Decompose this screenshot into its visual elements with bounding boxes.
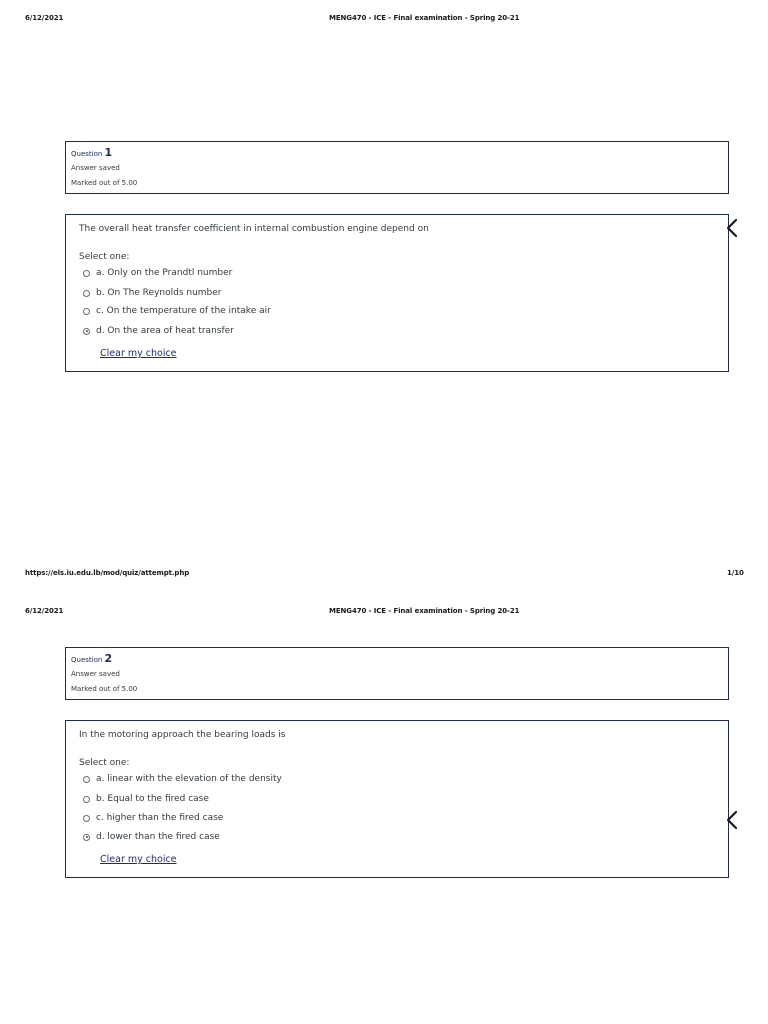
question-text: In the motoring approach the bearing loads is: [79, 730, 286, 740]
question-label: Question: [71, 150, 103, 158]
clear-choice-link[interactable]: Clear my choice: [100, 348, 177, 359]
answer-status: Answer saved: [71, 164, 120, 172]
answer-option-d[interactable]: [83, 831, 220, 843]
radio-button[interactable]: [83, 815, 90, 822]
select-one-label: Select one:: [79, 252, 130, 262]
radio-button[interactable]: [83, 270, 90, 277]
question-1-info: [65, 141, 729, 194]
marks-label: Marked out of 5.00: [71, 685, 138, 693]
print-title: MENG470 - ICE - Final examination - Spring 20-21: [329, 14, 520, 22]
marks-label: Marked out of 5.00: [71, 179, 138, 187]
option-label: b. Equal to the fired case: [96, 794, 209, 804]
radio-button[interactable]: [83, 308, 90, 315]
option-label: c. higher than the fired case: [96, 813, 224, 823]
question-label: Question: [71, 656, 103, 664]
radio-button[interactable]: [83, 796, 90, 803]
answer-option-a[interactable]: [83, 267, 232, 279]
chevron-left-icon[interactable]: [723, 809, 741, 831]
answer-option-c[interactable]: [83, 812, 223, 824]
question-2-content: [65, 720, 729, 878]
print-url: https://els.iu.edu.lb/mod/quiz/attempt.php: [25, 569, 190, 577]
option-label: b. On The Reynolds number: [96, 288, 222, 298]
radio-button-selected[interactable]: [83, 328, 90, 335]
question-number: 2: [104, 652, 113, 665]
print-date: 6/12/2021: [25, 607, 64, 615]
page-number: 1/10: [727, 569, 744, 577]
clear-choice-link[interactable]: Clear my choice: [100, 854, 177, 865]
question-text: The overall heat transfer coefficient in internal combustion engine depend on: [79, 224, 429, 234]
radio-button[interactable]: [83, 776, 90, 783]
radio-button[interactable]: [83, 290, 90, 297]
question-number: 1: [104, 146, 113, 159]
option-label: d. lower than the fired case: [96, 832, 220, 842]
answer-option-c[interactable]: [83, 305, 271, 317]
print-date: 6/12/2021: [25, 14, 64, 22]
print-title: MENG470 - ICE - Final examination - Spring 20-21: [329, 607, 520, 615]
option-label: a. Only on the Prandtl number: [96, 268, 233, 278]
answer-option-a[interactable]: [83, 773, 282, 785]
answer-status: Answer saved: [71, 670, 120, 678]
answer-option-b[interactable]: [83, 287, 222, 299]
select-one-label: Select one:: [79, 758, 130, 768]
radio-button-selected[interactable]: [83, 834, 90, 841]
option-label: a. linear with the elevation of the density: [96, 774, 282, 784]
question-2-info: [65, 647, 729, 700]
question-1-content: [65, 214, 729, 372]
answer-option-d[interactable]: [83, 325, 234, 337]
option-label: d. On the area of heat transfer: [96, 326, 234, 336]
option-label: c. On the temperature of the intake air: [96, 306, 271, 316]
answer-option-b[interactable]: [83, 793, 209, 805]
chevron-left-icon[interactable]: [723, 217, 741, 239]
